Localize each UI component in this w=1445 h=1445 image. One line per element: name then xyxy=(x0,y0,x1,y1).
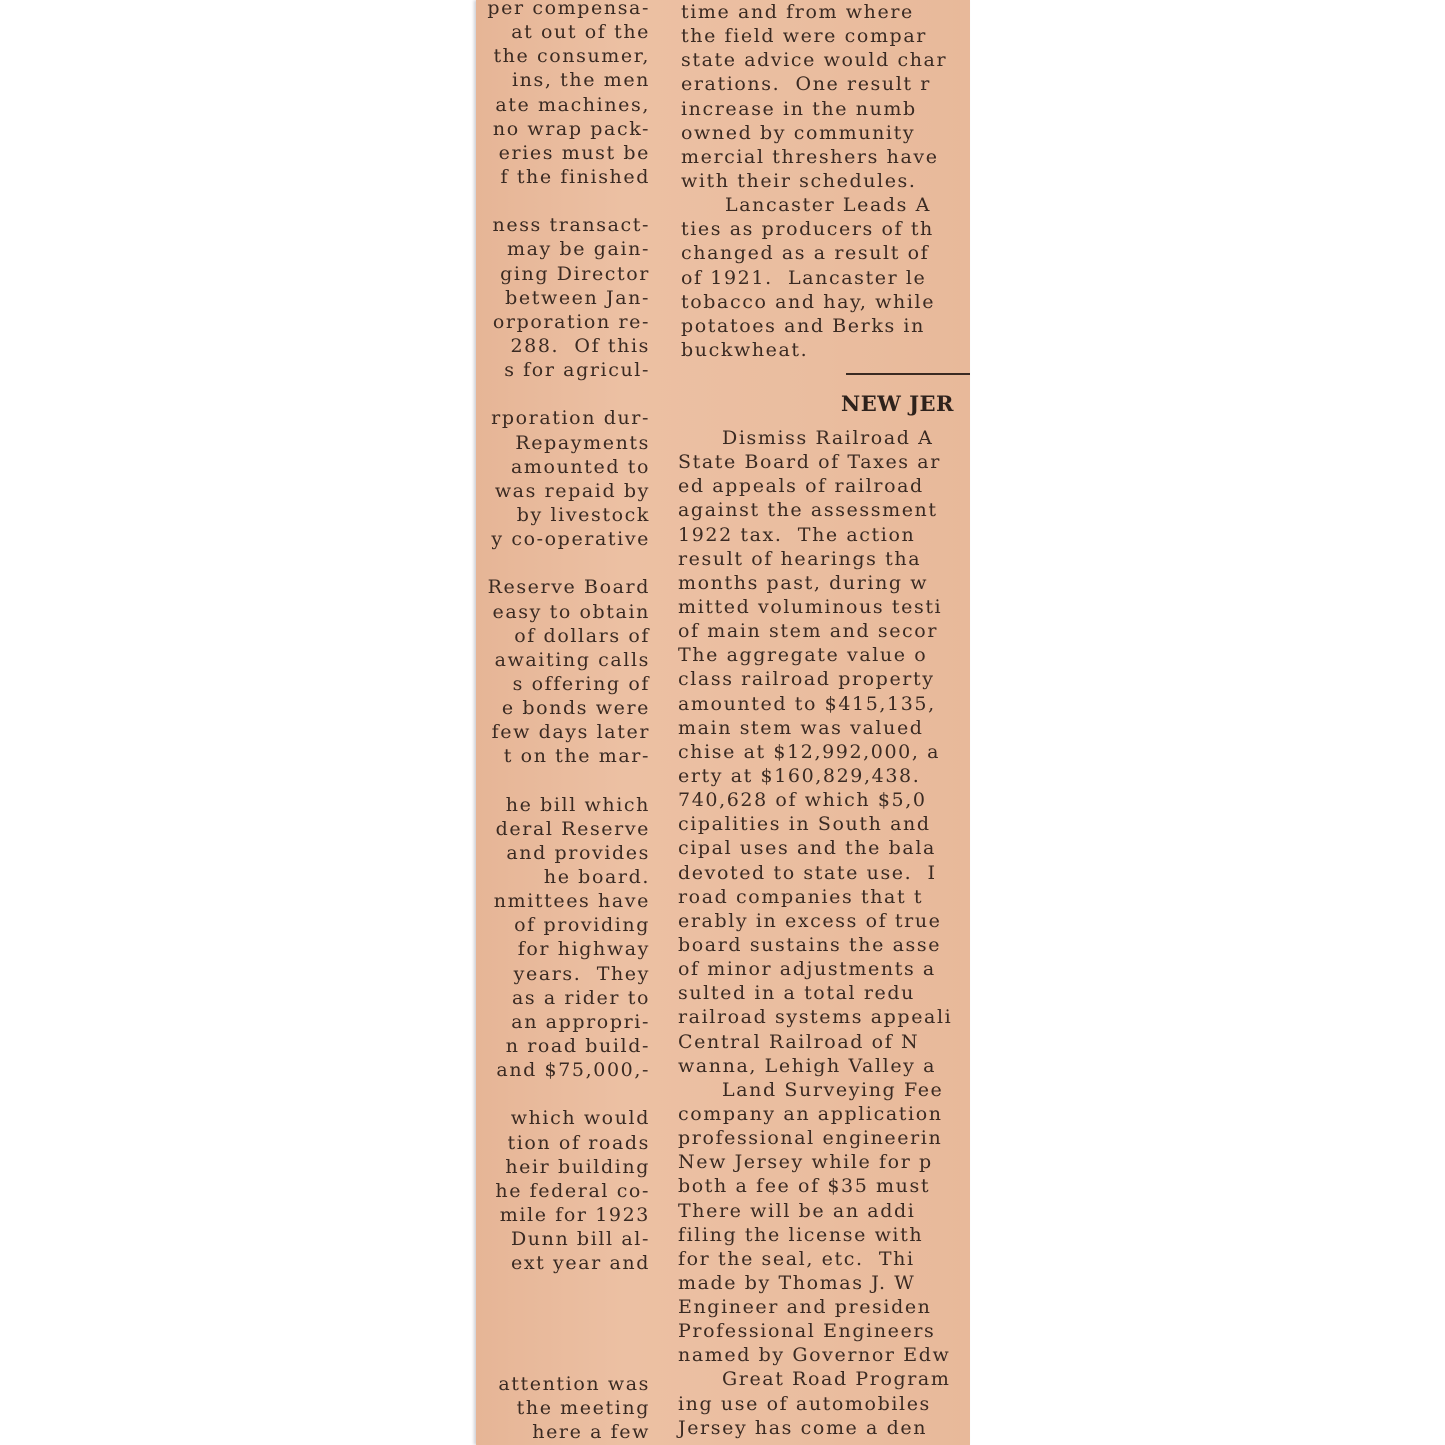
text-line: Engineer and presiden xyxy=(678,1296,932,1319)
text-line: of 1921. Lancaster le xyxy=(681,266,927,289)
text-line: Central Railroad of N xyxy=(678,1030,920,1053)
text-line: ed appeals of railroad xyxy=(678,475,924,498)
newspaper-clipping xyxy=(476,0,970,1445)
text-line: cipalities in South and xyxy=(678,813,931,836)
text-line: potatoes and Berks in xyxy=(681,314,925,337)
text-line: was repaid by xyxy=(494,479,650,502)
text-line: the meeting xyxy=(516,1397,650,1420)
section-heading: NEW JER xyxy=(841,391,954,416)
text-line: both a fee of $35 must xyxy=(678,1175,931,1198)
text-line: railroad systems appeali xyxy=(678,1006,953,1029)
text-line: cipal uses and the bala xyxy=(678,837,936,860)
text-line xyxy=(487,1082,650,1106)
text-line: increase in the numb xyxy=(681,97,917,120)
text-line: company an application xyxy=(678,1102,943,1125)
text-line: erations. One result r xyxy=(681,73,931,96)
text-line xyxy=(487,551,650,575)
text-line: ties as producers of th xyxy=(681,218,934,241)
text-line: ext year and xyxy=(511,1252,650,1275)
text-line: tion of roads xyxy=(507,1131,650,1154)
text-line: filing the license with xyxy=(678,1223,924,1246)
text-line: few days later xyxy=(491,721,650,744)
text-line: deral Reserve xyxy=(495,817,650,840)
text-line xyxy=(487,769,650,793)
text-line: mile for 1923 xyxy=(499,1204,650,1227)
right-column-top xyxy=(681,0,947,362)
text-line: owned by community xyxy=(681,121,916,144)
text-line: New Jersey while for p xyxy=(678,1151,933,1174)
text-line: main stem was valued xyxy=(678,716,924,739)
text-line: wanna, Lehigh Valley a xyxy=(678,1054,937,1077)
text-line: ins, the men xyxy=(512,69,650,92)
text-line: ate machines, xyxy=(495,93,650,116)
text-line: of main stem and secor xyxy=(678,620,939,643)
text-line: tobacco and hay, while xyxy=(681,290,936,313)
text-line: board sustains the asse xyxy=(678,933,942,956)
text-line xyxy=(487,1275,650,1299)
text-line: and provides xyxy=(506,841,650,864)
text-line: 288. Of this xyxy=(510,334,650,357)
text-line xyxy=(487,1300,650,1324)
text-line: nmittees have xyxy=(493,890,650,913)
text-line xyxy=(487,1324,650,1348)
text-line: the field were compar xyxy=(681,25,927,48)
text-line: Great Road Program xyxy=(722,1368,951,1391)
text-line: heir building xyxy=(505,1155,650,1178)
text-line: Repayments xyxy=(515,431,650,454)
text-line: may be gain- xyxy=(507,238,650,261)
text-line: which would xyxy=(510,1107,650,1130)
text-line: road companies that t xyxy=(678,885,924,908)
text-line: erably in excess of true xyxy=(678,909,942,932)
text-line: made by Thomas J. W xyxy=(678,1271,916,1294)
text-line: sulted in a total redu xyxy=(678,982,915,1005)
text-line xyxy=(487,1348,650,1372)
text-line: amounted to $415,135, xyxy=(678,692,936,715)
text-line: an appropri- xyxy=(511,1010,650,1033)
text-line: orporation re- xyxy=(492,310,650,333)
text-line: against the assessment xyxy=(678,499,938,522)
section-divider xyxy=(846,373,970,375)
text-line: amounted to xyxy=(510,455,650,478)
text-line: professional engineerin xyxy=(678,1127,943,1150)
text-line: f the finished xyxy=(500,165,650,188)
text-line: and $75,000,- xyxy=(496,1059,650,1082)
text-line: ing use of automobiles xyxy=(678,1392,931,1415)
text-line: between Jan- xyxy=(505,286,650,309)
text-line: attention was xyxy=(498,1373,650,1396)
text-line: t on the mar- xyxy=(503,745,650,768)
text-line: no wrap pack- xyxy=(492,117,650,140)
text-line: the consumer, xyxy=(493,45,650,68)
text-line xyxy=(487,189,650,213)
text-line: mercial threshers have xyxy=(681,145,939,168)
text-line: per compensa- xyxy=(487,0,650,19)
text-line: for the seal, etc. Thi xyxy=(678,1247,915,1270)
text-line: 740,628 of which $5,0 xyxy=(678,789,927,812)
text-line: easy to obtain xyxy=(492,600,650,623)
text-line: awaiting calls xyxy=(494,648,650,671)
text-line: State Board of Taxes ar xyxy=(678,451,941,474)
text-line: he bill which xyxy=(505,793,650,816)
left-column xyxy=(487,0,650,1444)
text-line: state advice would char xyxy=(681,49,948,72)
text-line: s offering of xyxy=(512,672,650,695)
text-line: Reserve Board xyxy=(487,576,650,599)
text-line: buckwheat. xyxy=(681,338,809,361)
text-line: as a rider to xyxy=(511,986,650,1009)
text-line: Dunn bill al- xyxy=(510,1228,650,1251)
text-line: changed as a result of xyxy=(681,242,930,265)
text-line: ging Director xyxy=(500,262,650,285)
text-line: eries must be xyxy=(498,141,650,164)
text-line: Jersey has come a den xyxy=(678,1416,928,1439)
text-line: chise at $12,992,000, a xyxy=(678,740,941,763)
text-line: time and from where xyxy=(681,1,914,23)
text-line: of minor adjustments a xyxy=(678,958,936,981)
text-line: erty at $160,829,438. xyxy=(678,764,921,787)
text-line: The aggregate value o xyxy=(678,644,928,667)
text-line: he federal co- xyxy=(495,1179,650,1202)
text-line: e bonds were xyxy=(501,697,650,720)
text-line: here a few xyxy=(532,1421,650,1444)
text-line: devoted to state use. I xyxy=(678,861,937,884)
text-line: he board. xyxy=(543,866,650,889)
text-line: s for agricul- xyxy=(504,359,650,382)
text-line: Professional Engineers xyxy=(678,1320,936,1343)
text-line: 1922 tax. The action xyxy=(678,523,916,546)
text-line: Land Surveying Fee xyxy=(722,1078,944,1101)
text-line: rporation dur- xyxy=(491,407,650,430)
text-line: months past, during w xyxy=(678,571,929,594)
text-line: at out of the xyxy=(511,21,650,44)
text-line: Lancaster Leads A xyxy=(725,194,931,217)
text-line: for highway xyxy=(517,938,650,961)
text-line: named by Governor Edw xyxy=(678,1344,951,1367)
text-line: by livestock xyxy=(516,503,650,526)
text-line: n road build- xyxy=(505,1035,650,1058)
text-line: result of hearings tha xyxy=(678,547,922,570)
right-column-bottom xyxy=(678,426,952,1440)
text-line: There will be an addi xyxy=(678,1199,916,1222)
text-line: mitted voluminous testi xyxy=(678,595,943,618)
text-line: of dollars of xyxy=(514,624,650,647)
text-line: class railroad property xyxy=(678,668,935,691)
text-line xyxy=(487,382,650,406)
text-line: of providing xyxy=(514,914,650,937)
text-line: with their schedules. xyxy=(681,169,917,192)
text-line: ness transact- xyxy=(492,214,650,237)
text-line: years. They xyxy=(513,962,650,985)
text-line: Dismiss Railroad A xyxy=(722,427,934,449)
text-line: y co-operative xyxy=(491,528,650,551)
